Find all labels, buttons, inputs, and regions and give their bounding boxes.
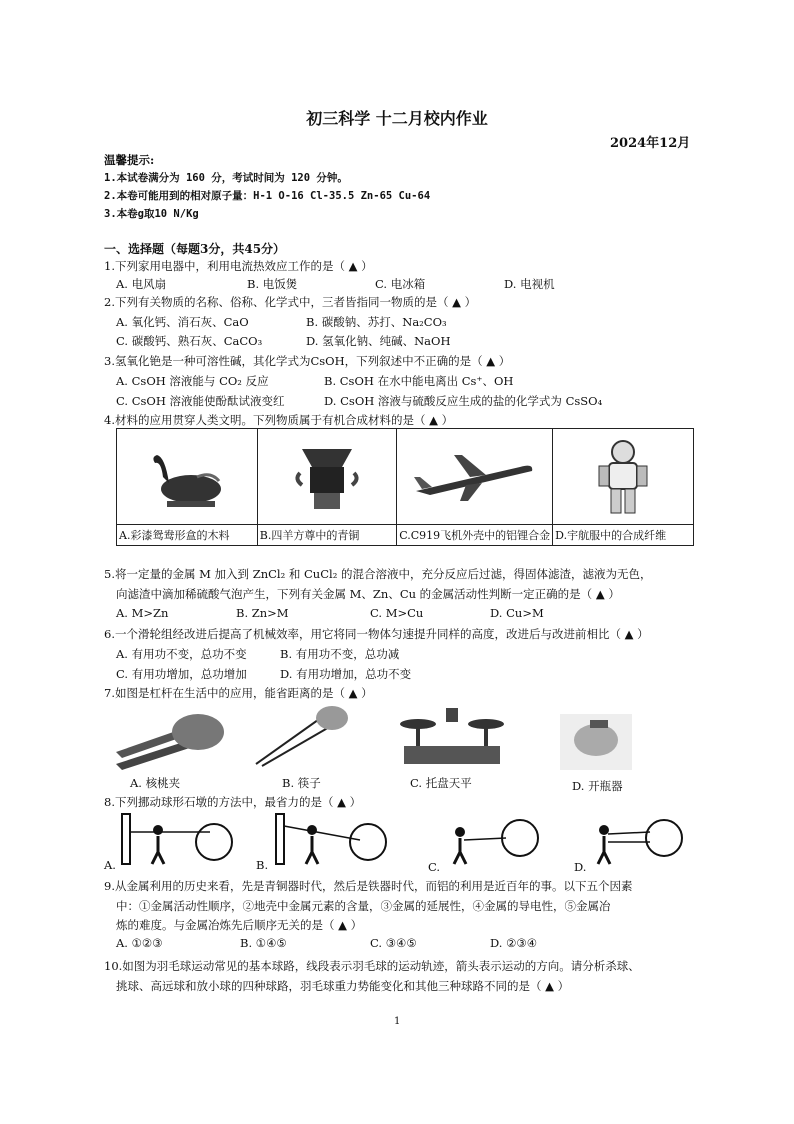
q5-line-2: 向滤渣中滴加稀硫酸气泡产生，下列有关金属 M、Zn、Cu 的金属活动性判断一定正确的是（ ▲ ） bbox=[116, 587, 620, 601]
chopsticks-image bbox=[252, 700, 348, 768]
material-caption-a: A.彩漆鸳鸯形盒的木料 bbox=[117, 524, 257, 545]
tips-heading: 温馨提示: bbox=[104, 153, 155, 167]
material-cell-b bbox=[257, 429, 396, 546]
q6-option-b: B. 有用功不变，总功减 bbox=[280, 647, 400, 661]
balance-scale-image bbox=[396, 706, 508, 770]
q2-option-a: A. 氧化钙、消石灰、CaO bbox=[116, 315, 249, 329]
q8-label-b: B. bbox=[256, 858, 269, 872]
q10-line-2: 挑球、高远球和放小球的四种球路，羽毛球重力势能变化和其他三种球路不同的是（ ▲ ） bbox=[116, 979, 570, 993]
q3-option-b: B. CsOH 在水中能电离出 Cs⁺、OH bbox=[324, 374, 514, 388]
q9-line-3: 炼的难度。与金属冶炼先后顺序无关的是（ ▲ ） bbox=[116, 918, 363, 932]
q8-label-a: A. bbox=[104, 858, 116, 872]
q5-option-b: B. Zn>M bbox=[236, 606, 289, 620]
page-title: 初三科学 十二月校内作业 bbox=[306, 109, 488, 128]
q6-option-d: D. 有用功增加，总功不变 bbox=[280, 667, 412, 681]
q5-option-a: A. M>Zn bbox=[116, 606, 169, 620]
q1-option-d: D. 电视机 bbox=[504, 277, 555, 291]
q4-stem: 4.材料的应用贯穿人类文明。下列物质属于有机合成材料的是（ ▲ ） bbox=[104, 413, 454, 427]
q1-option-a: A. 电风扇 bbox=[116, 277, 167, 291]
stone-push-diagram-a bbox=[120, 812, 236, 866]
material-cell-c bbox=[397, 429, 553, 546]
q1-stem: 1.下列家用电器中，利用电流热效应工作的是（ ▲ ） bbox=[104, 259, 373, 273]
walnut-cracker-image bbox=[112, 702, 232, 772]
material-cell-a bbox=[117, 429, 258, 546]
q9-line-1: 9.从金属利用的历史来看，先是青铜器时代，然后是铁器时代，而铝的利用是近百年的事。以下五个因素 bbox=[104, 879, 633, 893]
q1-option-c: C. 电冰箱 bbox=[375, 277, 426, 291]
q2-option-d: D. 氢氧化钠、纯碱、NaOH bbox=[306, 334, 451, 348]
bronze-vessel-image bbox=[292, 443, 362, 513]
q7-option-b: B. 筷子 bbox=[282, 776, 321, 790]
q5-option-d: D. Cu>M bbox=[490, 606, 544, 620]
q5-line-1: 5.将一定量的金属 M 加入到 ZnCl₂ 和 CuCl₂ 的混合溶液中，充分反应后过滤，得固体滤渣，滤液为无色， bbox=[104, 567, 652, 581]
q8-label-c: C. bbox=[428, 860, 441, 874]
q6-stem: 6.一个滑轮组经改进后提高了机械效率，用它将同一物体匀速提升同样的高度，改进后与改进前相比（ ▲ ） bbox=[104, 627, 649, 641]
stone-push-diagram-d bbox=[584, 812, 684, 866]
q1-option-b: B. 电饭煲 bbox=[247, 277, 298, 291]
airplane-image bbox=[410, 453, 540, 503]
tips-line-1: 1.本试卷满分为 160 分，考试时间为 120 分钟。 bbox=[104, 172, 348, 184]
q3-option-a: A. CsOH 溶液能与 CO₂ 反应 bbox=[116, 374, 269, 388]
q3-stem: 3.氢氧化铯是一种可溶性碱，其化学式为CsOH，下列叙述中不正确的是（ ▲ ） bbox=[104, 354, 511, 368]
q8-label-d: D. bbox=[574, 860, 587, 874]
q7-option-c: C. 托盘天平 bbox=[410, 776, 472, 790]
q9-line-2: 中：①金属活动性顺序，②地壳中金属元素的含量，③金属的延展性，④金属的导电性，⑤金属冶 bbox=[116, 899, 611, 913]
q6-option-c: C. 有用功增加，总功增加 bbox=[116, 667, 247, 681]
stone-push-diagram-c bbox=[440, 812, 540, 866]
q3-option-c: C. CsOH 溶液能使酚酞试液变红 bbox=[116, 394, 285, 408]
q5-option-c: C. M>Cu bbox=[370, 606, 424, 620]
q7-option-d: D. 开瓶器 bbox=[572, 779, 623, 793]
q9-option-a: A. ①②③ bbox=[116, 936, 163, 950]
section-heading: 一、选择题（每题3分，共45分） bbox=[104, 242, 286, 256]
q7-stem: 7.如图是杠杆在生活中的应用，能省距离的是（ ▲ ） bbox=[104, 686, 373, 700]
q8-stem: 8.下列挪动球形石墩的方法中，最省力的是（ ▲ ） bbox=[104, 795, 362, 809]
q9-option-d: D. ②③④ bbox=[490, 936, 538, 950]
material-cell-d bbox=[553, 429, 694, 546]
q2-stem: 2.下列有关物质的名称、俗称、化学式中，三者皆指同一物质的是（ ▲ ） bbox=[104, 295, 477, 309]
q6-option-a: A. 有用功不变，总功不变 bbox=[116, 647, 247, 661]
spacesuit-image bbox=[593, 438, 653, 518]
q2-option-b: B. 碳酸钠、苏打、Na₂CO₃ bbox=[306, 315, 447, 329]
q7-option-a: A. 核桃夹 bbox=[130, 776, 181, 790]
exam-date: 2024年12月 bbox=[610, 136, 691, 151]
tips-line-2: 2.本卷可能用到的相对原子量：H-1 O-16 Cl-35.5 Zn-65 Cu-64 bbox=[104, 190, 431, 202]
q2-option-c: C. 碳酸钙、熟石灰、CaCO₃ bbox=[116, 334, 263, 348]
mandarin-duck-box-image bbox=[147, 447, 227, 509]
q9-option-b: B. ①④⑤ bbox=[240, 936, 287, 950]
bottle-opener-image bbox=[560, 714, 632, 770]
q9-option-c: C. ③④⑤ bbox=[370, 936, 417, 950]
materials-table bbox=[116, 428, 694, 546]
page-number: 1 bbox=[394, 1016, 401, 1027]
material-caption-d: D.宇航服中的合成纤维 bbox=[553, 524, 693, 545]
q10-line-1: 10.如图为羽毛球运动常见的基本球路，线段表示羽毛球的运动轨迹，箭头表示运动的方向。请分析杀球、 bbox=[104, 959, 640, 973]
q3-option-d: D. CsOH 溶液与硫酸反应生成的盐的化学式为 CsSO₄ bbox=[324, 394, 603, 408]
tips-line-3: 3.本卷g取10 N/Kg bbox=[104, 208, 199, 220]
material-caption-b: B.四羊方尊中的青铜 bbox=[258, 524, 396, 545]
material-caption-c: C.C919飞机外壳中的铝锂合金 bbox=[397, 524, 552, 545]
stone-push-diagram-b bbox=[274, 812, 390, 866]
